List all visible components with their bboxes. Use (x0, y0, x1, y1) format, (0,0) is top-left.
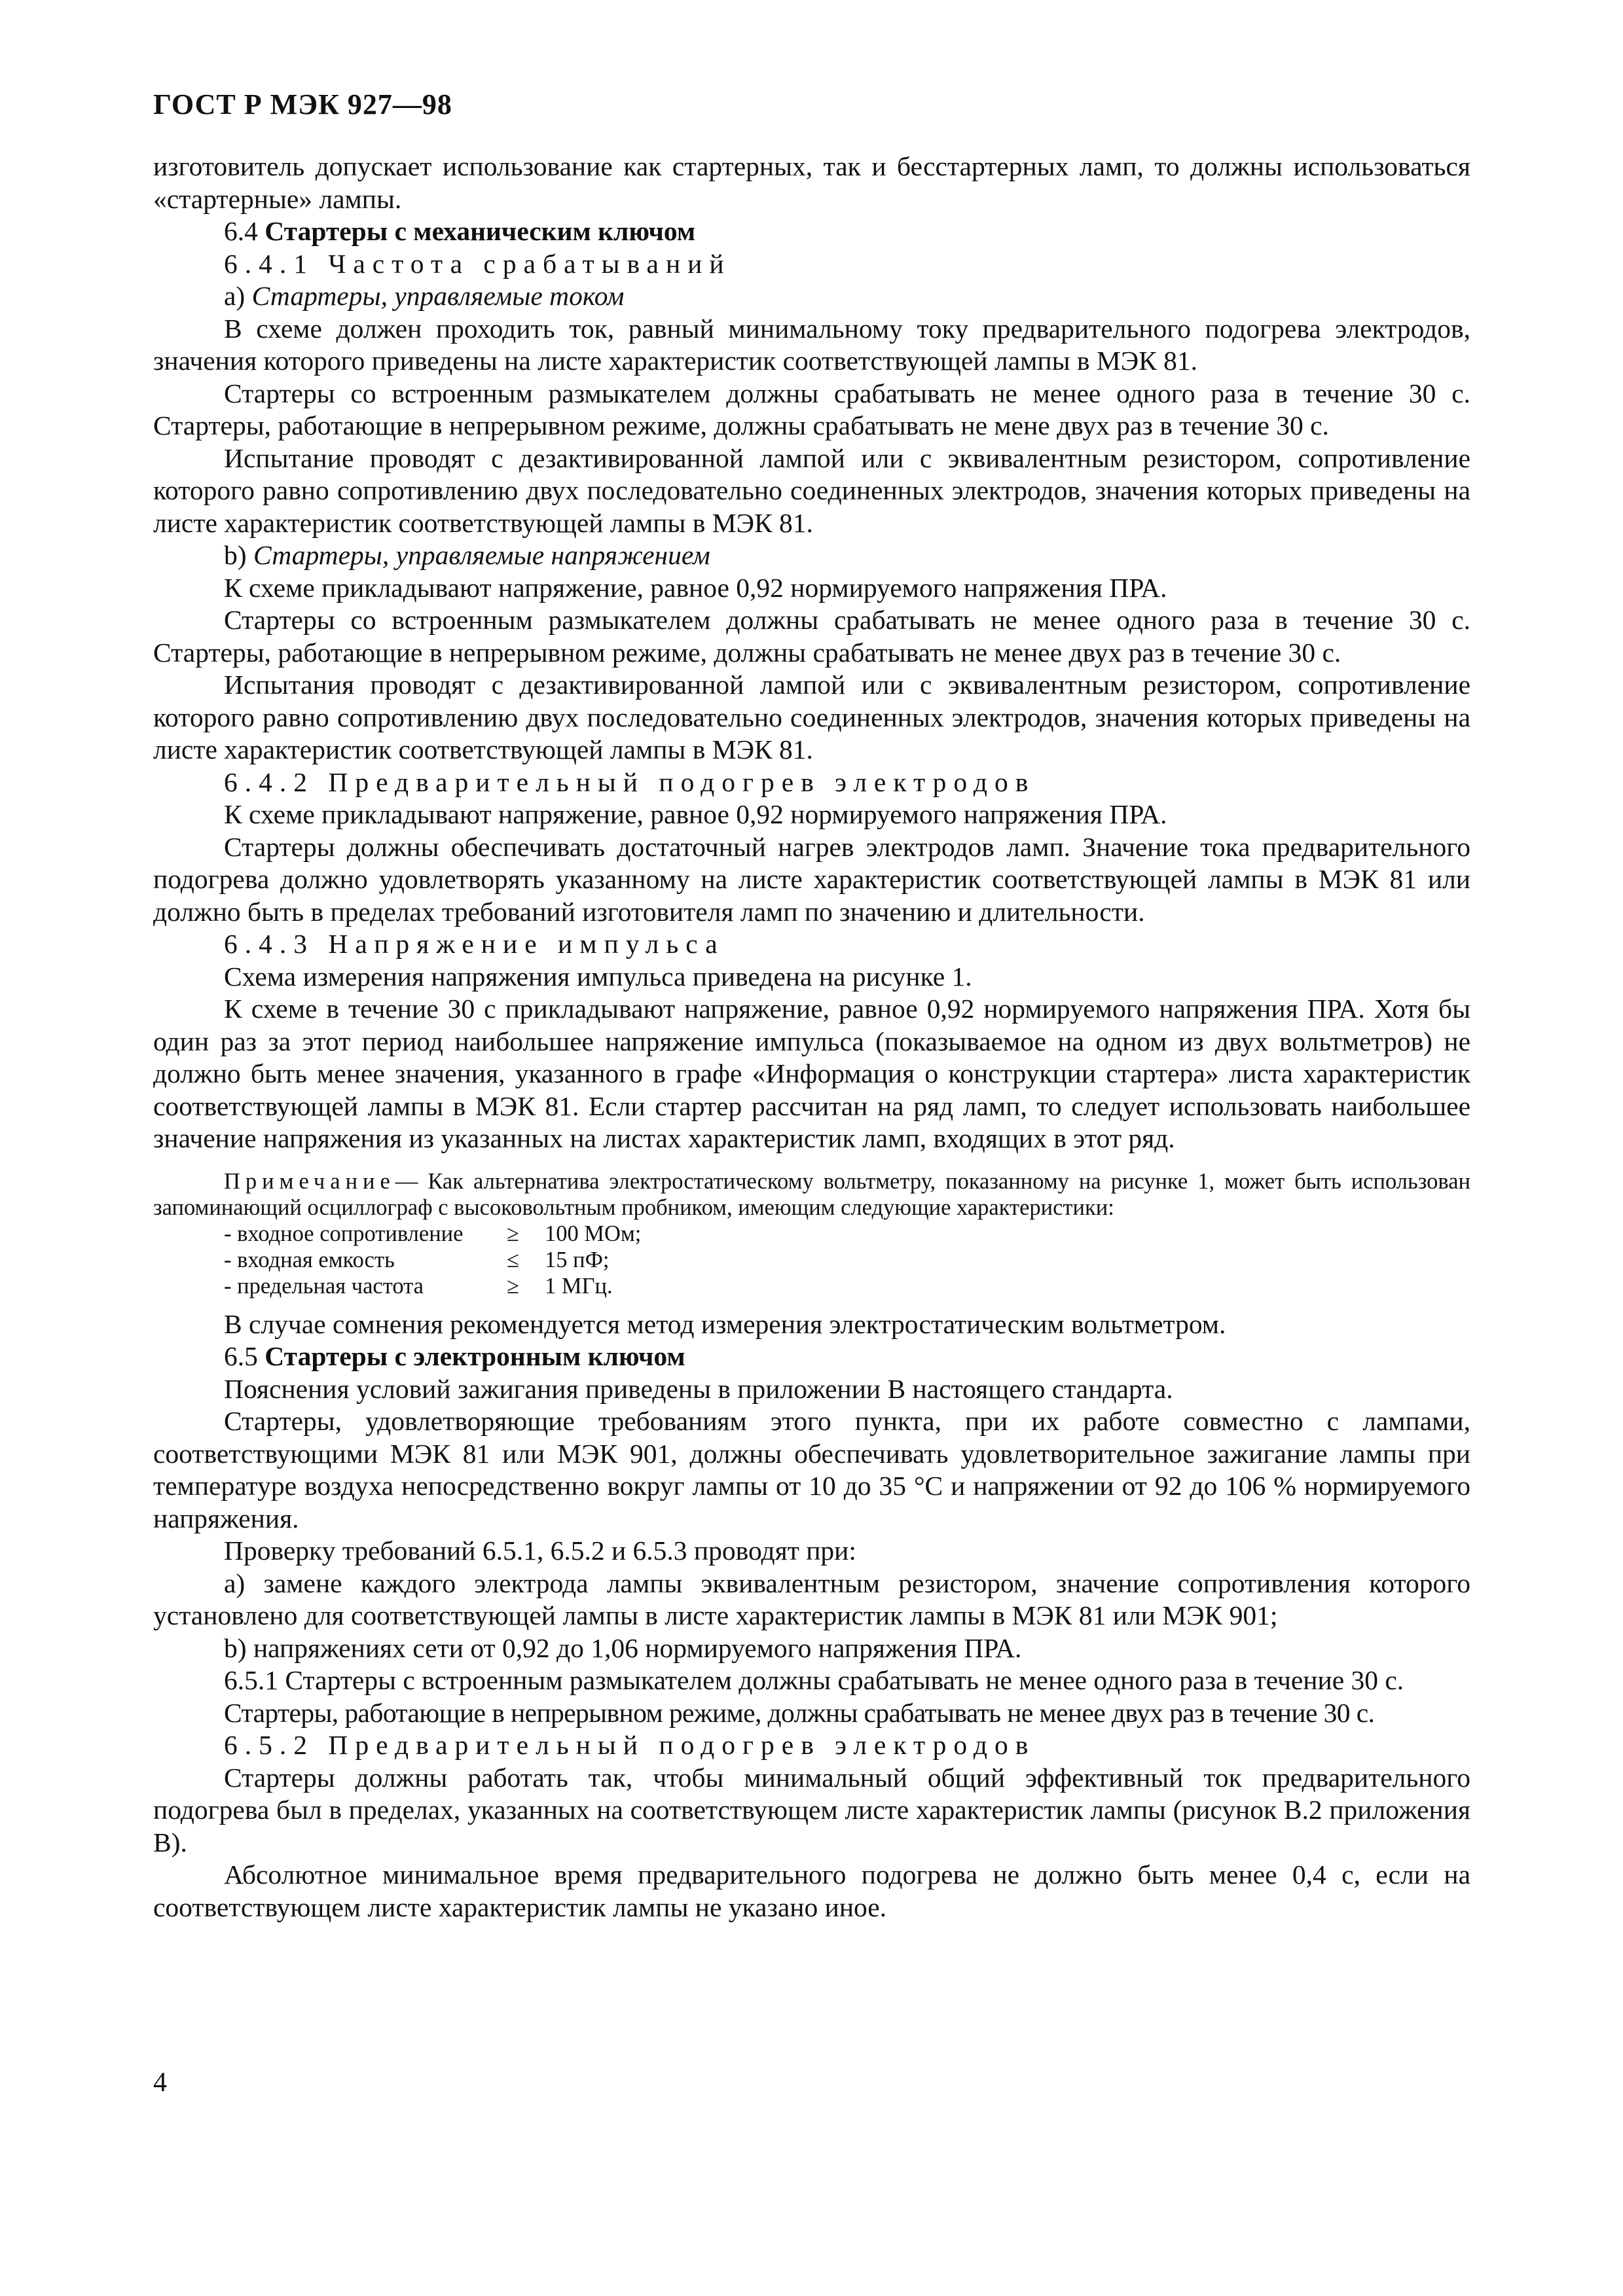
subsection-heading-6-4-2: 6.4.2 Предварительный подогрев электродов (224, 766, 1036, 797)
characteristic-operator: ≥ (507, 1273, 519, 1299)
list-item (224, 1273, 1470, 1299)
paragraph: Пояснения условий зажигания приведены в приложении В настоящего стандарта. (224, 1373, 1173, 1404)
paragraph: В случае сомнения рекомендуется метод измерения электростатическим вольтметром. (224, 1308, 1226, 1339)
paragraph: Стартеры со встроенным размыкателем должны срабатывать не менее одного раза в течение 30 с. Стартеры, работающие в непрерывном режиме, должны срабатывать не мене двух раз в течение 30 с. (153, 378, 1470, 440)
subsection-heading-6-5-2: 6.5.2 Предварительный подогрев электродов (224, 1730, 1036, 1760)
subsection-heading-6-4-1: 6.4.1 Частота срабатываний (224, 248, 731, 279)
item-title: Стартеры, управляемые напряжением (253, 540, 710, 570)
paragraph: Стартеры, удовлетворяющие требованиям этого пункта, при их работе совместно с лампами, соответствующими МЭК 81 или МЭК 901, должны обеспечивать удовлетворительное зажигание лампы при температуре воздуха непосредственно вокруг лампы от 10 до 35 °С и напряжении от 92 до 106 % нормируемого напряжения. (153, 1406, 1470, 1534)
characteristic-operator: ≤ (507, 1247, 519, 1272)
section-title: Стартеры с электронным ключом (264, 1341, 685, 1371)
paragraph: Стартеры должны обеспечивать достаточный нагрев электродов ламп. Значение тока предварительного подогрева должно удовлетворять указанному на листе характеристик соответствующей лампы в МЭК 81 или должно быть в пределах требований изготовителя ламп по значению и длительности. (153, 831, 1470, 927)
characteristic-value: 1 МГц. (545, 1273, 613, 1299)
list-item (224, 1247, 1470, 1273)
characteristic-name: - предельная частота (224, 1273, 424, 1299)
paragraph: изготовитель допускает использование как стартерных, так и бесстартерных ламп, то должны использоваться «стартерные» лампы. (153, 151, 1470, 214)
paragraph: Стартеры, работающие в непрерывном режиме, должны срабатывать не менее двух раз в течение 30 с. (224, 1697, 1375, 1728)
item-marker: b) (224, 540, 247, 570)
item-marker: а) (224, 281, 246, 311)
paragraph: Стартеры со встроенным размыкателем должны срабатывать не менее одного раза в течение 30 с. Стартеры, работающие в непрерывном режиме, должны срабатывать не менее двух раз в течение 30 с. (153, 605, 1470, 668)
characteristic-name: - входное сопротивление (224, 1221, 464, 1246)
section-number: 6.4 (224, 216, 258, 246)
paragraph: Абсолютное минимальное время предварительного подогрева не должно быть менее 0,4 с, если на соответствующем листе характеристик лампы не указано иное. (153, 1859, 1470, 1922)
paragraph: Стартеры должны работать так, чтобы минимальный общий эффективный ток предварительного подогрева был в пределах, указанных на соответствующем листе характеристик лампы (рисунок В.2 приложения В). (153, 1762, 1470, 1857)
document-header: ГОСТ Р МЭК 927—98 (153, 88, 452, 120)
paragraph: Испытание проводят с дезактивированной лампой или с эквивалентным резистором, сопротивление которого равно сопротивлению двух последовательно соединенных электродов, значения которых приведены на листе характеристик соответствующей лампы в МЭК 81. (153, 442, 1470, 538)
subsection-heading-6-4-3: 6.4.3 Напряжение импульса (224, 929, 725, 959)
note-text (153, 1168, 1470, 1221)
paragraph-6-5-1: 6.5.1 Стартеры с встроенным размыкателем должны срабатывать не менее одного раза в течение 30 с. (224, 1665, 1404, 1695)
characteristic-name: - входная емкость (224, 1247, 395, 1272)
item-heading-a (153, 280, 1470, 313)
document-body (153, 151, 1470, 1924)
paragraph: К схеме прикладывают напряжение, равное 0,92 нормируемого напряжения ПРА. (224, 572, 1167, 603)
note-characteristics-list (224, 1221, 1470, 1299)
section-heading-6-5 (153, 1340, 1470, 1373)
paragraph: В схеме должен проходить ток, равный минимальному току предварительного подогрева электродов, значения которого приведены на листе характеристик соответствующей лампы в МЭК 81. (153, 313, 1470, 376)
list-item (224, 1221, 1470, 1247)
paragraph: Схема измерения напряжения импульса приведена на рисунке 1. (224, 961, 972, 992)
item-heading-b (153, 539, 1470, 572)
note-body: — Как альтернатива электростатическому вольтметру, показанному на рисунке 1, может быть использован запоминающий осциллограф с высоковольтным пробником, имеющим следующие характеристики: (153, 1168, 1470, 1220)
item-title: Стартеры, управляемые током (251, 281, 625, 311)
characteristic-operator: ≥ (507, 1221, 519, 1246)
paragraph: К схеме в течение 30 с прикладывают напряжение, равное 0,92 нормируемого напряжения ПРА. Хотя бы один раз за этот период наибольшее напряжение импульса (показываемое на одном из двух вольтметров) не должно быть менее значения, указанного в графе «Информация о конструкции стартера» листа характеристик соответствующей лампы в МЭК 81. Если стартер рассчитан на ряд ламп, то следует использовать наибольшее значение напряжения из указанных на листах характеристик ламп, входящих в этот ряд. (153, 994, 1470, 1153)
section-number: 6.5 (224, 1341, 258, 1371)
note-block (153, 1168, 1470, 1299)
paragraph: а) замене каждого электрода лампы эквивалентным резистором, значение сопротивления которого установлено для соответствующей лампы в листе характеристик лампы в МЭК 81 или МЭК 901; (153, 1568, 1470, 1630)
paragraph: b) напряжениях сети от 0,92 до 1,06 нормируемого напряжения ПРА. (224, 1632, 1022, 1663)
paragraph: Испытания проводят с дезактивированной лампой или с эквивалентным резистором, сопротивление которого равно сопротивлению двух последовательно соединенных электродов, значения которых приведены на листе характеристик соответствующей лампы в МЭК 81. (153, 670, 1470, 764)
characteristic-value: 15 пФ; (545, 1247, 610, 1272)
section-heading-6-4 (153, 215, 1470, 248)
paragraph: Проверку требований 6.5.1, 6.5.2 и 6.5.3 проводят при: (224, 1535, 856, 1566)
paragraph: К схеме прикладывают напряжение, равное 0,92 нормируемого напряжения ПРА. (224, 799, 1167, 829)
page-number: 4 (153, 2068, 167, 2098)
section-title: Стартеры с механическим ключом (264, 216, 696, 246)
characteristic-value: 100 МОм; (545, 1221, 642, 1246)
note-label: Примечание (224, 1168, 395, 1194)
